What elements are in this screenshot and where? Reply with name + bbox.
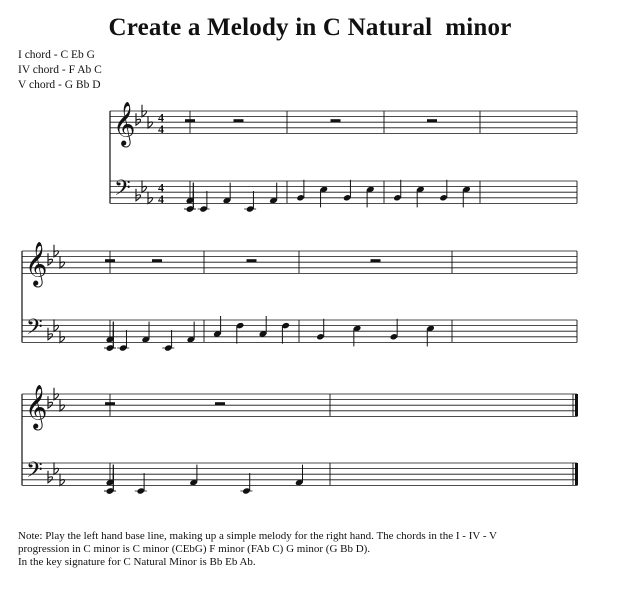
half-rest-icon xyxy=(215,402,225,405)
flat-sign xyxy=(136,113,141,125)
system-3 xyxy=(22,384,578,494)
final-barline xyxy=(575,394,578,416)
half-rest-icon xyxy=(371,259,381,262)
time-signature-top: 4 xyxy=(158,110,164,125)
bass-clef-icon: 𝄢 xyxy=(26,457,43,488)
half-rest-icon xyxy=(185,119,195,122)
half-rest-icon xyxy=(234,119,244,122)
half-rest-icon xyxy=(427,119,437,122)
time-signature-bottom: 4 xyxy=(158,191,164,206)
note-line-3: In the key signature for C Natural Minor is Bb Eb Ab. xyxy=(18,556,256,568)
time-signature-bottom: 4 xyxy=(158,121,164,136)
half-rest-icon xyxy=(152,259,162,262)
note-line-1: Note: Play the left hand base line, making up a simple melody for the right hand. The chords in the I - IV - V xyxy=(18,530,498,542)
chord-v-label: V chord - G Bb D xyxy=(18,79,101,91)
system-2 xyxy=(22,241,577,351)
chord-i-label: I chord - C Eb G xyxy=(18,49,95,61)
flat-sign xyxy=(48,328,53,340)
page-title: Create a Melody in C Natural minor xyxy=(108,14,512,41)
chord-iv-label: IV chord - F Ab C xyxy=(18,64,102,76)
bass-clef-icon: 𝄢 xyxy=(114,175,131,206)
half-rest-icon xyxy=(105,259,115,262)
treble-clef-icon: 𝄞 xyxy=(25,384,48,429)
flat-sign xyxy=(48,471,53,483)
system-1 xyxy=(110,101,577,212)
half-rest-icon xyxy=(331,119,341,122)
treble-clef-icon: 𝄞 xyxy=(25,241,48,286)
final-barline xyxy=(575,463,578,485)
treble-clef-icon: 𝄞 xyxy=(113,101,136,146)
half-rest-icon xyxy=(247,259,257,262)
flat-sign xyxy=(48,396,53,408)
note-line-2: progression in C minor is C minor (CEbG) F minor (FAb C) G minor (G Bb D). xyxy=(18,543,371,555)
time-signature-top: 4 xyxy=(158,180,164,195)
flat-sign xyxy=(136,189,141,201)
bass-clef-icon: 𝄢 xyxy=(26,314,43,345)
half-rest-icon xyxy=(105,402,115,405)
flat-sign xyxy=(48,253,53,265)
